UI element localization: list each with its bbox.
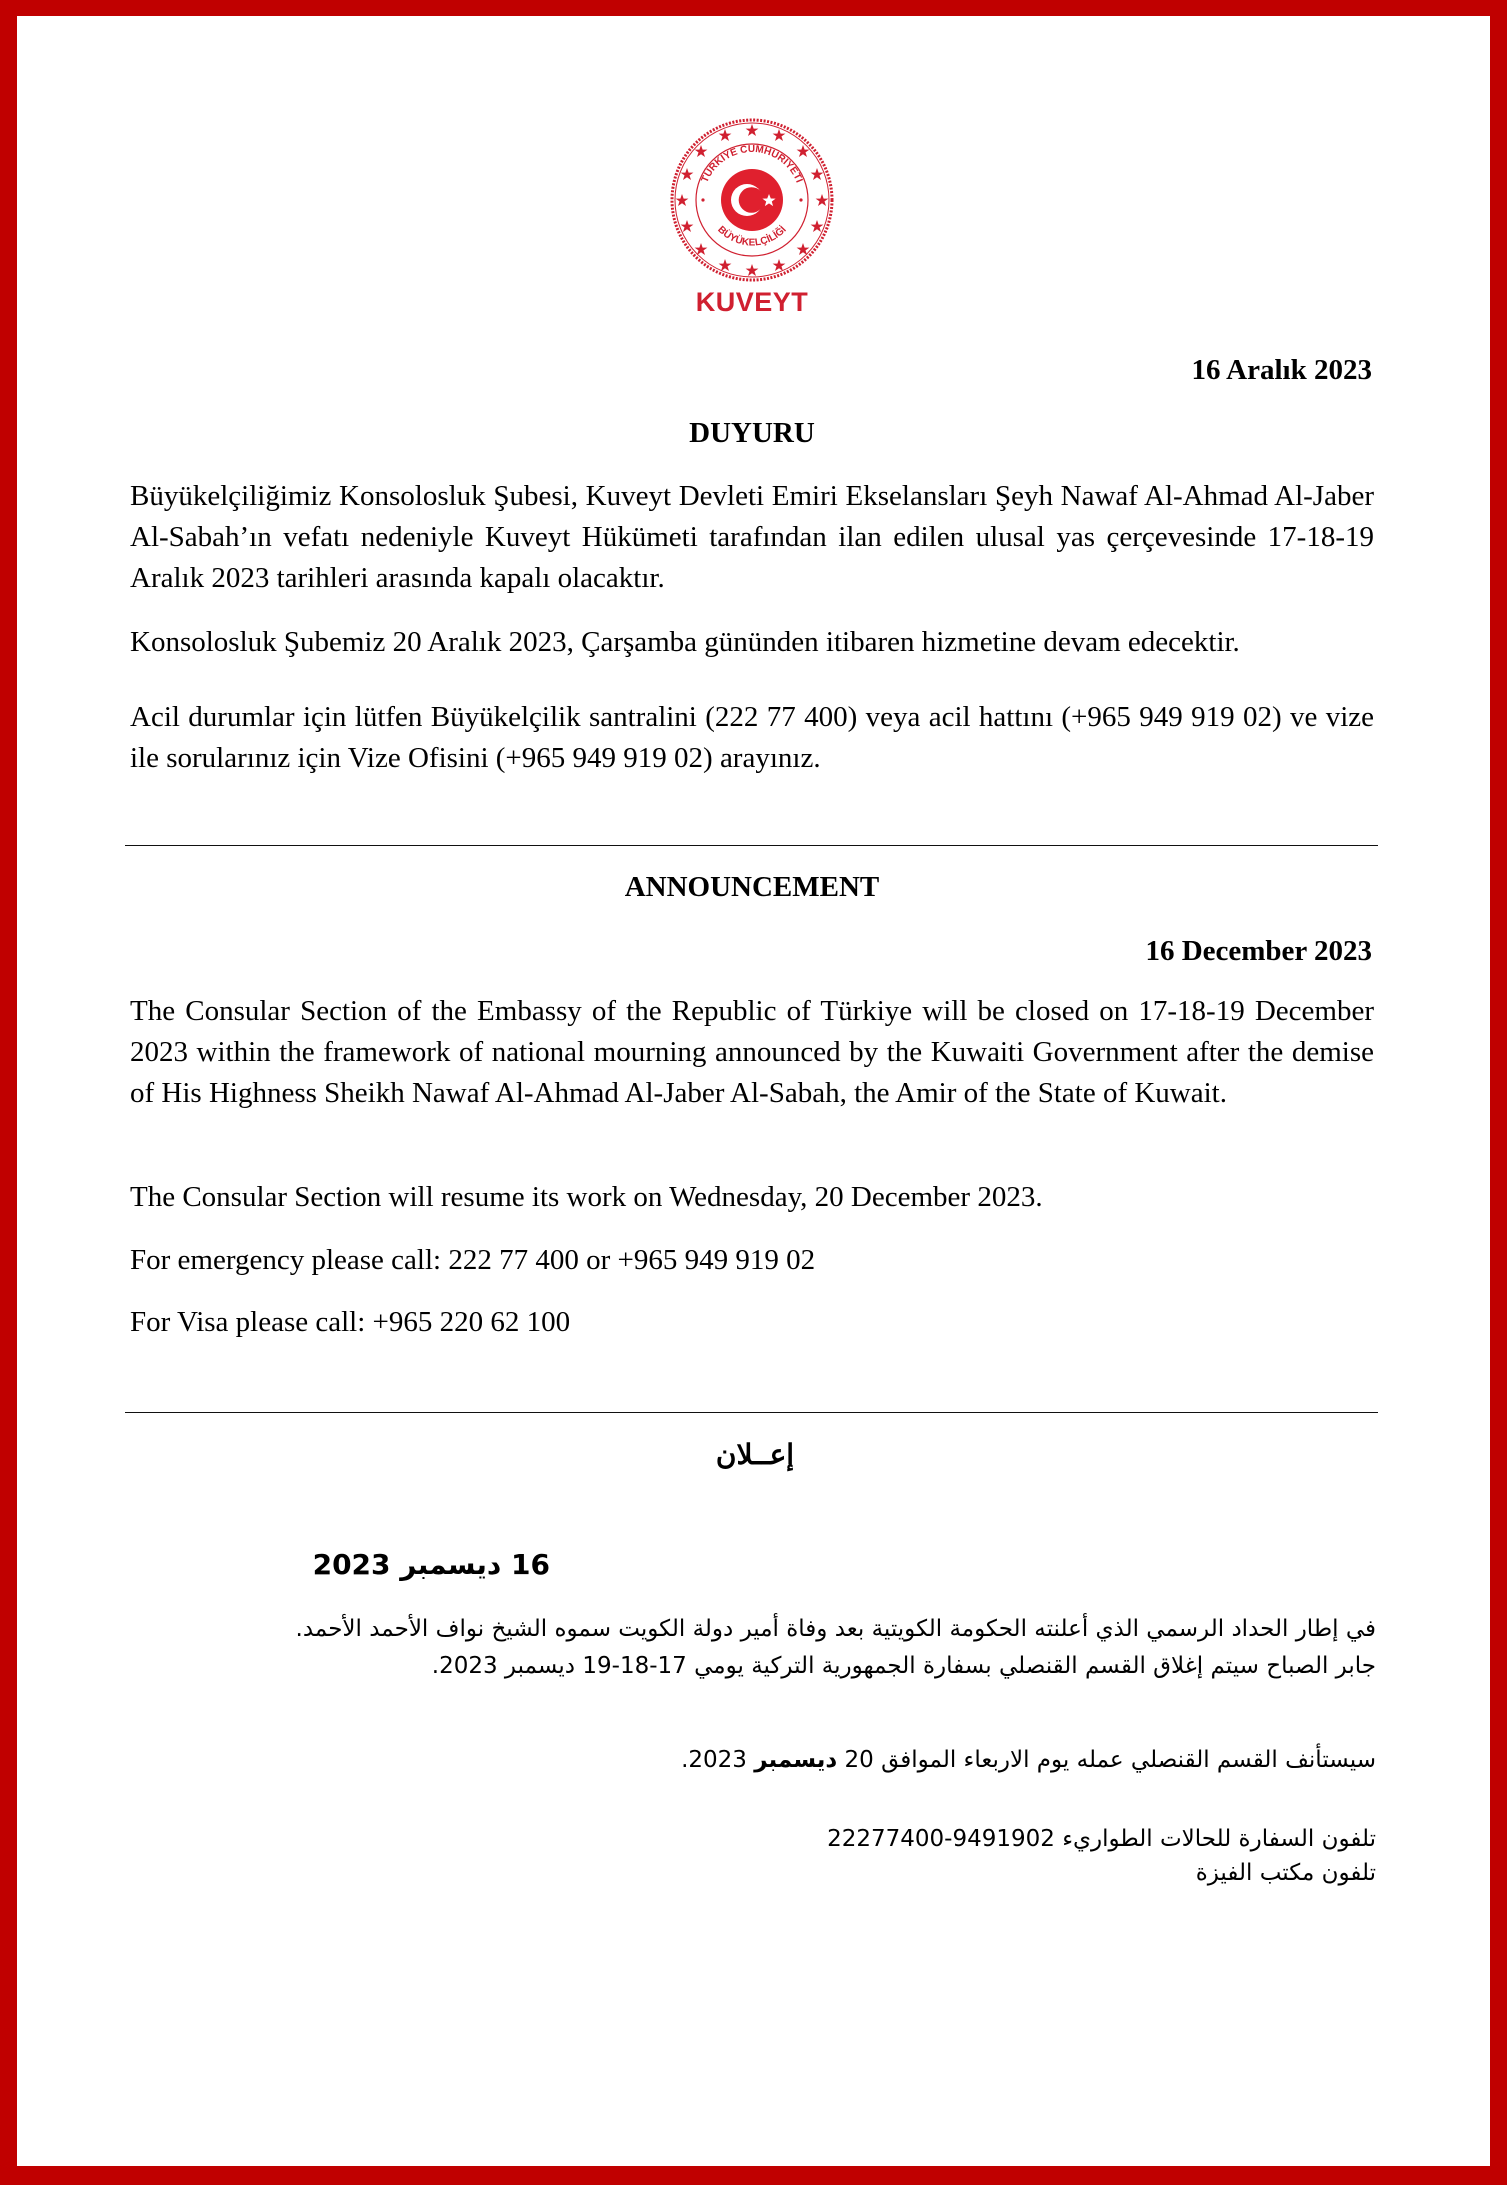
arabic-title: إعــلان	[715, 1438, 795, 1471]
arabic-paragraph-line-1: في إطار الحداد الرسمي الذي أعلنته الحكومة الكويتية بعد وفاة أمير دولة الكويت سموه الشيخ نواف الأحمد الأحمد.	[295, 1616, 1376, 1642]
section-divider	[125, 1412, 1378, 1413]
arabic-paragraph-line-2: جابر الصباح سيتم إغلاق القسم القنصلي بسفارة الجمهورية التركية يومي 17-18-19 ديسمبر 2023.	[431, 1653, 1376, 1679]
turkish-paragraph-contacts: Acil durumlar için lütfen Büyükelçilik santralini (222 77 400) veya acil hattını (+965 949 919 02) ve vize ile sorularınız için Vize Ofisini (+965 949 919 02) arayınız.	[130, 701, 1374, 774]
english-paragraph-closure: The Consular Section of the Embassy of the Republic of Türkiye will be closed on 17-18-19 December 2023 within the framework of national mourning announced by the Kuwaiti Government after the demise of His Highness Sheikh Nawaf Al-Ahmad Al-Jaber Al-Sabah, the Amir of the State of Kuwait.	[130, 995, 1374, 1109]
arabic-emergency-phone: تلفون السفارة للحالات الطواريء 9491902-22277400	[827, 1826, 1376, 1852]
english-date: 16 December 2023	[1145, 935, 1372, 967]
arabic-resume-year: 2023.	[681, 1747, 755, 1773]
embassy-emblem-icon	[669, 117, 835, 283]
english-title: ANNOUNCEMENT	[624, 871, 880, 903]
embassy-location-label: KUVEYT	[695, 287, 809, 317]
turkish-paragraph-resume: Konsolosluk Şubemiz 20 Aralık 2023, Çarşamba gününden itibaren hizmetine devam edecektir.	[130, 626, 1240, 658]
section-divider	[125, 845, 1378, 846]
arabic-date: 16 ديسمبر 2023	[312, 1548, 550, 1581]
arabic-resume-month: ديسمبر	[754, 1747, 838, 1773]
english-emergency-phone: For emergency please call: 222 77 400 or +965 949 919 02	[130, 1244, 816, 1276]
arabic-resume-line	[560, 1742, 1376, 1778]
svg-text:BÜYÜKELÇİLİĞİ: BÜYÜKELÇİLİĞİ	[715, 224, 789, 249]
english-paragraph-resume: The Consular Section will resume its work on Wednesday, 20 December 2023.	[130, 1181, 1043, 1213]
turkish-title: DUYURU	[689, 417, 815, 449]
arabic-resume-text: سيستأنف القسم القنصلي عمله يوم الاربعاء الموافق 20	[837, 1747, 1376, 1773]
turkish-paragraph-closure: Büyükelçiliğimiz Konsolosluk Şubesi, Kuveyt Devleti Emiri Ekselansları Şeyh Nawaf Al-Ahmad Al-Jaber Al-Sabah’ın vefatı nedeniyle Kuveyt Hükümeti tarafından ilan edilen ulusal yas çerçevesinde 17-18-19 Aralık 2023 tarihleri arasında kapalı olacaktır.	[130, 480, 1374, 594]
arabic-visa-phone: تلفون مكتب الفيزة	[1195, 1860, 1376, 1886]
english-visa-phone: For Visa please call: +965 220 62 100	[130, 1306, 571, 1338]
turkish-date: 16 Aralık 2023	[1191, 354, 1372, 386]
svg-text:TÜRKİYE CUMHURİYETİ: TÜRKİYE CUMHURİYETİ	[699, 143, 805, 185]
